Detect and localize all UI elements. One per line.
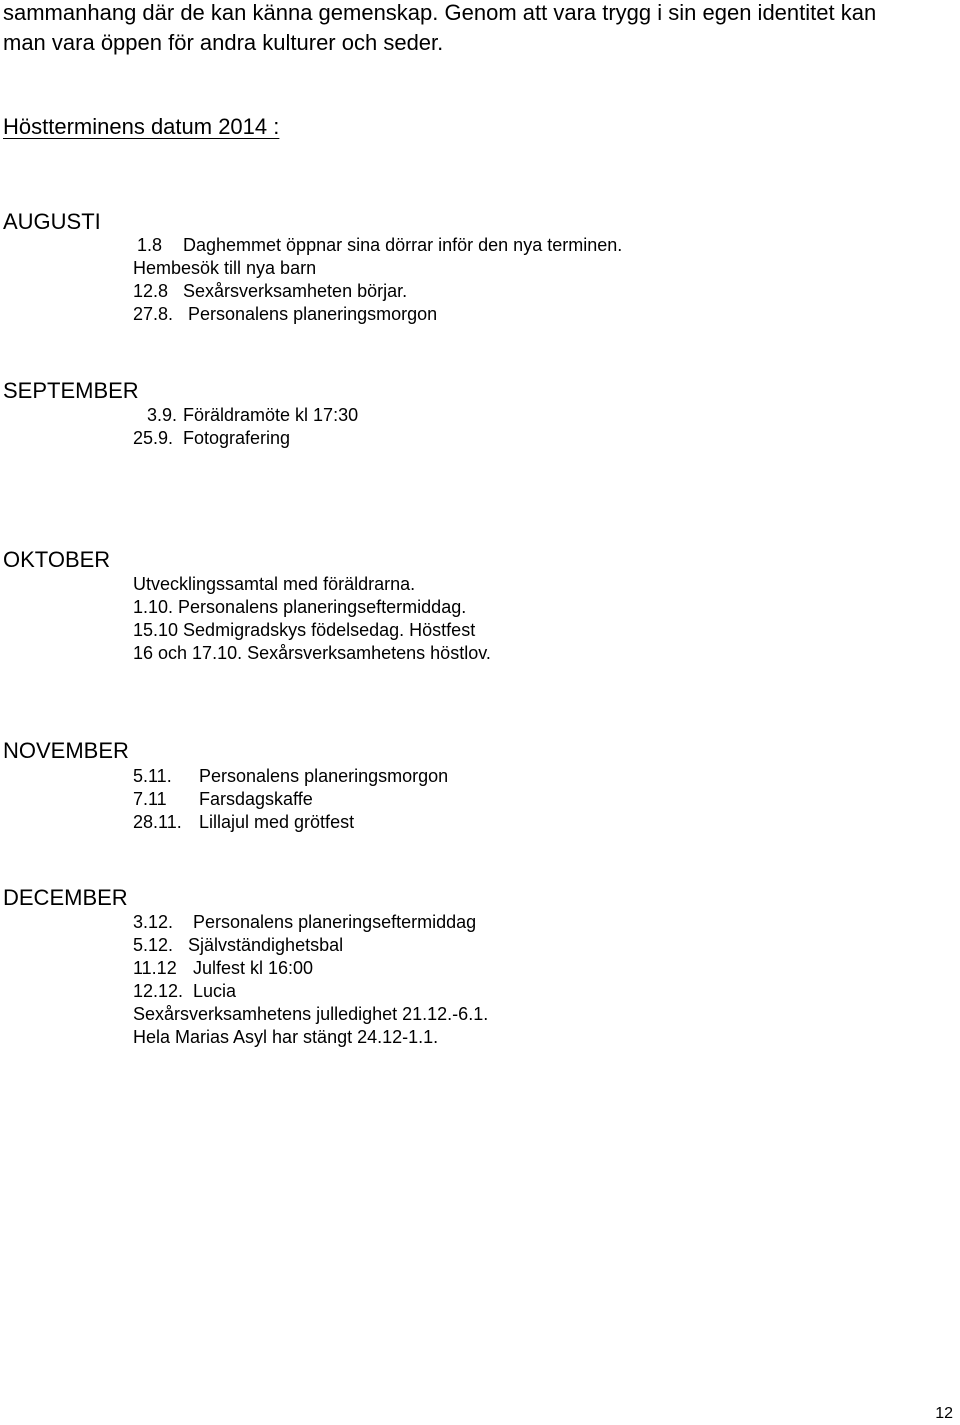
- event-date: 25.9.: [133, 428, 174, 448]
- month-title-augusti: AUGUSTI: [3, 209, 101, 234]
- event-text: Fotografering: [183, 428, 291, 448]
- event-date: 5.11.: [133, 766, 172, 786]
- event-text: 1.10. Personalens planeringseftermiddag.: [133, 597, 467, 617]
- event-date: 11.12: [133, 958, 177, 978]
- event-text: Sexårsverksamheten börjar.: [183, 281, 408, 301]
- event-text: Lucia: [193, 981, 237, 1001]
- section-heading: Höstterminens datum 2014 :: [3, 114, 280, 139]
- page-number: 12: [935, 1405, 953, 1422]
- event-text: Farsdagskaffe: [199, 789, 313, 809]
- event-date: 28.11.: [133, 812, 182, 832]
- intro-paragraph: [3, 0, 876, 58]
- event-text: Hembesök till nya barn: [133, 258, 317, 278]
- event-date: 7.11: [133, 789, 167, 809]
- event-text: Julfest kl 16:00: [193, 958, 314, 978]
- intro-line: sammanhang där de kan känna gemenskap. Genom att vara trygg i sin egen identitet kan: [3, 0, 877, 25]
- event-date: 1.8: [137, 235, 163, 255]
- event-text: Föräldramöte kl 17:30: [183, 405, 359, 425]
- month-title-november: NOVEMBER: [3, 738, 129, 763]
- month-title-december: DECEMBER: [3, 885, 128, 910]
- event-text: 16 och 17.10. Sexårsverksamhetens höstlov.: [133, 643, 491, 663]
- intro-line: man vara öppen för andra kulturer och seder.: [3, 30, 444, 55]
- event-text: Självständighetsbal: [188, 935, 344, 955]
- event-text: Utvecklingssamtal med föräldrarna.: [133, 574, 416, 594]
- event-date: 5.12.: [133, 935, 174, 955]
- event-date: 3.12.: [133, 912, 174, 932]
- event-date: 12.8: [133, 281, 169, 301]
- event-text: Hela Marias Asyl har stängt 24.12-1.1.: [133, 1027, 439, 1047]
- event-text: Lillajul med grötfest: [199, 812, 355, 832]
- event-date: 27.8.: [133, 304, 174, 324]
- event-text: Personalens planeringsmorgon: [199, 766, 449, 786]
- event-text: 15.10 Sedmigradskys födelsedag. Höstfest: [133, 620, 476, 640]
- event-text: Sexårsverksamhetens julledighet 21.12.-6.1.: [133, 1004, 489, 1024]
- month-title-oktober: OKTOBER: [3, 547, 111, 572]
- event-date: 12.12.: [133, 981, 184, 1001]
- event-text: Daghemmet öppnar sina dörrar inför den nya terminen.: [183, 235, 623, 255]
- event-text: Personalens planeringsmorgon: [188, 304, 438, 324]
- event-text: Personalens planeringseftermiddag: [193, 912, 477, 932]
- event-date: 3.9.: [147, 405, 178, 425]
- month-title-september: SEPTEMBER: [3, 378, 139, 403]
